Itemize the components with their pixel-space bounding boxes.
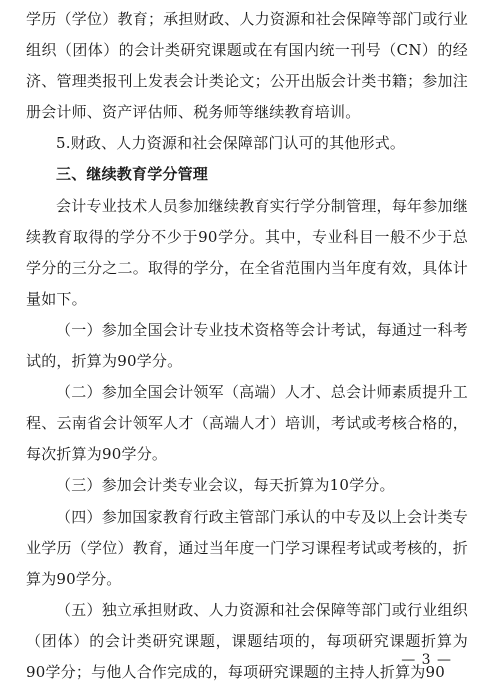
page-number: — 3 — xyxy=(401,652,452,668)
section-heading: 三、继续教育学分管理 xyxy=(56,165,209,184)
document-body xyxy=(26,4,468,688)
paragraph-credit-1: （一）参加全国会计专业技术资格等会计考试，每通过一科考试的，折算为90学分。 xyxy=(26,320,468,371)
paragraph-credit-2: （二）参加全国会计领军（高端）人才、总会计师素质提升工程、云南省会计领军人才（高端人才）培训，考试或考核合格的，每次折算为90学分。 xyxy=(26,383,468,464)
paragraph-credit-3: （三）参加会计类专业会议，每天折算为10学分。 xyxy=(56,476,395,495)
paragraph-credit-intro: 会计专业技术人员参加继续教育实行学分制管理，每年参加继续教育取得的学分不少于90学分。其中，专业科目一般不少于总学分的三分之二。取得的学分，在全省范围内当年度有效，具体计量如下。 xyxy=(26,196,468,308)
paragraph-credit-4: （四）参加国家教育行政主管部门承认的中专及以上会计类专业学历（学位）教育，通过当年度一门学习课程考试或考核的，折算为90学分。 xyxy=(26,507,468,588)
paragraph-credit-5: （五）独立承担财政、人力资源和社会保障等部门或行业组织（团体）的会计类研究课题，课题结项的，每项研究课题折算为90学分；与他人合作完成的，每项研究课题的主持人折算为90 xyxy=(26,600,468,681)
paragraph-item-5: 5.财政、人力资源和社会保障部门认可的其他形式。 xyxy=(56,134,406,153)
paragraph-continuation: 学历（学位）教育；承担财政、人力资源和社会保障等部门或行业组织（团体）的会计类研究课题或在有国内统一刊号（CN）的经济、管理类报刊上发表会计类论文；公开出版会计类书籍；参加注册会计师、资产评估师、税务师等继续教育培训。 xyxy=(26,10,468,122)
